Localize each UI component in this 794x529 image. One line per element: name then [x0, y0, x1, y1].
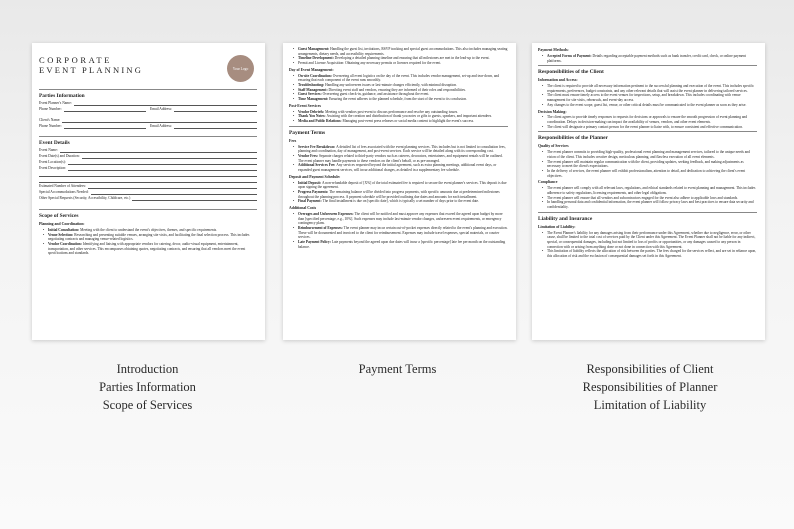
scope-list	[39, 228, 257, 256]
bullet-item: • Time Management: Ensuring the event adheres to the planned schedule, from the start of the event to its conclusion.	[293, 97, 508, 102]
caption-parties-information: Parties Information	[99, 380, 196, 394]
special-requests-field: Other Special Requests (Security, Accessibility, Childcare, etc.)	[39, 196, 257, 201]
document-page-1	[32, 43, 265, 340]
bullet-item: • The client agrees to provide timely responses to requests for decisions or approvals to ensure the smooth progression of event planning and coordination. Delays in decision-making can impact the availability of venues, vendors, and other event elements.	[542, 115, 757, 124]
scope-subheading: Planning and Coordination:	[39, 222, 85, 226]
bullet-item: • The client will designate a primary contact person for the event planner to liaise with, to ensure consistent and effective communication.	[542, 125, 757, 130]
fees-list	[289, 145, 508, 173]
bullet-item: • Service Fee Breakdown: A detailed list of fees associated with the event planning services. This includes but is not limited to consultation fees, planning and coordination, day of management, and post-event services. Each service will be detailed along with its corresponding cost.	[293, 145, 508, 154]
event-location-field: Event Location(s):	[39, 160, 257, 165]
bullet-item: • This limitation of liability reflects the allocation of risk between the parties. The fees charged for the services reflect, and are set in reliance upon, this allocation of risk and the exclusion of consequential damages set forth in this Agreement.	[542, 249, 757, 258]
decision-making-subheading: Decision Making:	[538, 109, 567, 114]
caption-limitation-of-liability: Limitation of Liability	[593, 398, 707, 412]
limitation-subheading: Limitation of Liability:	[538, 224, 576, 229]
divider	[538, 212, 757, 213]
bullet-item: • Overages and Unforeseen Expenses: The client will be notified and must approve any expenses that exceed the agreed upon budget by more than [specified percentage, e.g., 10%]. Such expenses may include last-minute vendor changes, unforeseen event requirements, or emergency contingency plans.	[293, 212, 508, 226]
deposit-list	[289, 181, 508, 205]
attendees-field: Estimated Number of Attendees:	[39, 184, 257, 189]
planner-name-field: Event Planner's Name:	[39, 101, 257, 106]
planner-email-field: Email Address:	[150, 107, 257, 112]
bullet-item: • Media and Public Relations: Managing post-event press releases or social media content to highlight the event's success.	[293, 119, 508, 124]
bullet-item: • Initial Consultation: Meeting with the client to understand the event's objectives, themes, and specific requirements.	[43, 228, 257, 233]
bullet-item: • Additional Services Fee: Any services requested beyond the initial agreement, such as extra planning meetings, additional event days, or expanded guest management services, will incur additional charges, as detailed in a supplementary fee schedule.	[293, 163, 508, 172]
parties-heading: Parties Information	[39, 93, 85, 99]
bullet-item: • On-site Coordination: Overseeing all event logistics on the day of the event. This includes vendor management, set-up and tear-down, and ensuring that each component of the event runs smoothly.	[293, 74, 508, 83]
bullet-item: • Late Payment Policy: Late payments beyond the agreed upon due dates will incur a [specific percentage] late fee per month on the outstanding balance.	[293, 240, 508, 249]
caption-payment-terms: Payment Terms	[358, 362, 437, 376]
logo-placeholder: Your Logo	[227, 55, 254, 82]
bullet-item: • Vendor Fees: Separate charges related to third-party vendors such as caterers, decorators, entertainers, and equipment rentals will be outlined. The event planner may handle payments to these vendors on the client's behalf, or as pre-arranged.	[293, 154, 508, 163]
liability-heading: Liability and Insurance	[538, 215, 593, 222]
bullet-item: • Venue Selection: Researching and presenting suitable venues, arranging site visits, and facilitating the final selection process. This includes negotiating contracts and managing venue-related logistics.	[43, 233, 257, 242]
document-title-line2: EVENT PLANNING	[39, 65, 144, 75]
client-phone-field: Phone Number:	[39, 124, 146, 129]
divider	[538, 131, 757, 132]
caption-column-3	[535, 360, 765, 414]
planner-responsibilities-heading: Responsibilities of the Planner	[538, 135, 608, 142]
additional-costs-list	[289, 212, 508, 250]
divider	[289, 126, 508, 127]
divider	[538, 65, 757, 66]
blank-line	[39, 172, 257, 177]
bullet-item: • The Event Planner's liability for any damages arising from their performance under this Agreement, whether due to negligence, error, or other cause, shall be limited to the total cost of services paid by the Client under this Agreement. The Event Planner shall not be liable for any indirect, special, or consequential damages, including but not limited to loss of profits or opportunities, or any damages caused to any person in connection with or arising from anything done or not done in connection with this Agreement.	[542, 231, 757, 250]
compliance-subheading: Compliance	[538, 180, 558, 185]
document-title-line1: CORPORATE	[39, 55, 112, 65]
bullet-item: • Final Payment: The final installment is due on [specific date], which is typically a set number of days prior to the event date.	[293, 199, 508, 204]
bullet-item: • Timeline Development: Developing a detailed planning timeline and ensuring that all milestones are met in the lead-up to the event.	[293, 56, 508, 61]
bullet-item: • Vendor Debriefs: Meeting with vendors post-event to discuss performance and resolve any outstanding issues.	[293, 110, 508, 115]
fees-subheading: Fees	[289, 138, 297, 143]
bullet-item: • Accepted Forms of Payment: Details regarding acceptable payment methods such as bank transfer, credit card, check, or online payment platforms.	[542, 54, 757, 63]
client-name-field: Client's Name:	[39, 118, 257, 123]
day-of-event-list	[289, 74, 508, 102]
bullet-item: • The event planner commits to providing high-quality, professional event planning and management services, tailored to the unique needs and vision of the client. This includes creative design, meticulous planning, and flawless execution of all event elements.	[542, 150, 757, 159]
quality-list	[538, 150, 757, 178]
bullet-item: • Initial Deposit: A non-refundable deposit of [X%] of the total estimated fee is required to secure the event planner's services. This deposit is due upon signing the agreement.	[293, 181, 508, 190]
bullet-item: • The event planner will maintain regular communication with the client, providing updates, seeking feedback, and making adjustments as necessary to meet the client's expectations.	[542, 160, 757, 169]
additional-costs-subheading: Additional Costs	[289, 206, 317, 211]
bullet-item: • The event planner will comply with all relevant laws, regulations, and ethical standards related to event planning and management. This includes adherence to safety regulations, licensing requirements, and other legal obligations.	[542, 186, 757, 195]
bullet-item: • Vendor Coordination: Identifying and liaising with appropriate vendors for catering, decor, audio-visual equipment, entertainment, transportation, and other services. This encompasses obtaining quotes, negotiating contracts, and ensuring that all vendors meet the event specifications and standards.	[43, 242, 257, 256]
compliance-list	[538, 186, 757, 210]
post-event-subheading: Post-Event Services	[289, 103, 321, 108]
bullet-item: • Troubleshooting: Handling any unforeseen issues or last-minute changes efficiently, with minimal disruption.	[293, 83, 508, 88]
client-email-field: Email Address:	[150, 124, 257, 129]
bullet-item: • Guest Services: Overseeing guest check-in, guidance, and assistance throughout the event.	[293, 92, 508, 97]
event-name-field: Event Name:	[39, 148, 257, 153]
caption-introduction: Introduction	[116, 362, 179, 376]
divider	[39, 89, 257, 90]
divider	[39, 209, 257, 210]
accommodations-field: Special Accommodations Needed:	[39, 190, 257, 195]
bullet-item: • In the delivery of services, the event planner will exhibit professionalism, attention to detail, and dedication to achieving the client's event objectives.	[542, 169, 757, 178]
decision-making-list	[538, 115, 757, 129]
bullet-item: • The client is required to provide all necessary information pertinent to the successful planning and execution of the event. This includes specific requirements, preferences, budget constraints, and any other relevant details that will assist the event planner in delivering tailored services.	[542, 84, 757, 93]
caption-column-2	[290, 360, 505, 378]
payment-methods-subheading: Payment Methods:	[538, 48, 569, 52]
client-responsibilities-heading: Responsibilities of the Client	[538, 69, 604, 76]
planner-phone-field: Phone Number:	[39, 107, 146, 112]
caption-planner-responsibilities: Responsibilities of Planner	[582, 380, 718, 394]
bullet-item: • Any changes to the event scope, guest list, venue, or other critical details must be communicated to the event planner as soon as they arise.	[542, 103, 757, 108]
blank-line	[39, 178, 257, 183]
event-description-field: Event Description:	[39, 166, 257, 171]
information-access-subheading: Information and Access:	[538, 78, 578, 83]
bullet-item: • The event planner will ensure that all vendors and subcontractors engaged for the event also adhere to applicable laws and standards.	[542, 196, 757, 201]
bullet-item: • Thank You Notes: Assisting with the creation and distribution of thank you notes or gifts to guests, speakers, and important attendees.	[293, 114, 508, 119]
bullet-item: • Guest Management: Handling the guest list, invitations, RSVP tracking and special guest accommodations. This also includes managing seating arrangements, dietary needs, and accessibility requirements.	[293, 47, 508, 56]
caption-client-responsibilities: Responsibilities of Client	[586, 362, 714, 376]
bullet-item: • In handling personal data and confidential information, the event planner will follow privacy laws and best practices to ensure data security and confidentiality.	[542, 200, 757, 209]
information-access-list	[538, 84, 757, 108]
bullet-item: • Progress Payments: The remaining balance will be divided into progress payments, with specific amounts due at predetermined milestones throughout the planning process. A payment schedule will be provided outlining due dates and amounts for each installment.	[293, 190, 508, 199]
divider	[39, 136, 257, 137]
post-event-list	[289, 110, 508, 124]
bullet-item: • The client must ensure timely access to the event venues for inspections, setup, and breakdown. This includes coordinating with venue management for site visits, rehearsals, and event-day access.	[542, 93, 757, 102]
caption-scope-of-services: Scope of Services	[102, 398, 193, 412]
event-details-heading: Event Details	[39, 140, 70, 146]
day-of-event-subheading: Day of Event Management:	[289, 67, 334, 72]
bullet-item: • Reimbursement of Expenses: The event planner may incur certain out-of-pocket expenses directly related to the event's planning and execution. These will be documented and invoiced to the client for reimbursement. Expenses may include travel expenses, special materials, or courier services.	[293, 226, 508, 240]
limitation-list	[538, 231, 757, 259]
caption-column-1	[40, 360, 255, 414]
event-date-field: Event Date(s) and Duration:	[39, 154, 257, 159]
bullet-item: • Staff Management: Directing event staff and vendors, ensuring they are informed of their roles and responsibilities.	[293, 88, 508, 93]
guest-management-list	[289, 47, 508, 66]
deposit-subheading: Deposit and Payment Schedule:	[289, 174, 341, 179]
scope-heading: Scope of Services	[39, 213, 79, 219]
quality-subheading: Quality of Services	[538, 144, 569, 149]
document-page-2	[283, 43, 516, 340]
payment-methods-list	[538, 54, 757, 63]
bullet-item: • Permit and License Acquisition: Obtaining any necessary permits or licenses required for the event.	[293, 61, 508, 66]
payment-terms-heading: Payment Terms	[289, 129, 326, 136]
document-page-3	[532, 43, 765, 340]
